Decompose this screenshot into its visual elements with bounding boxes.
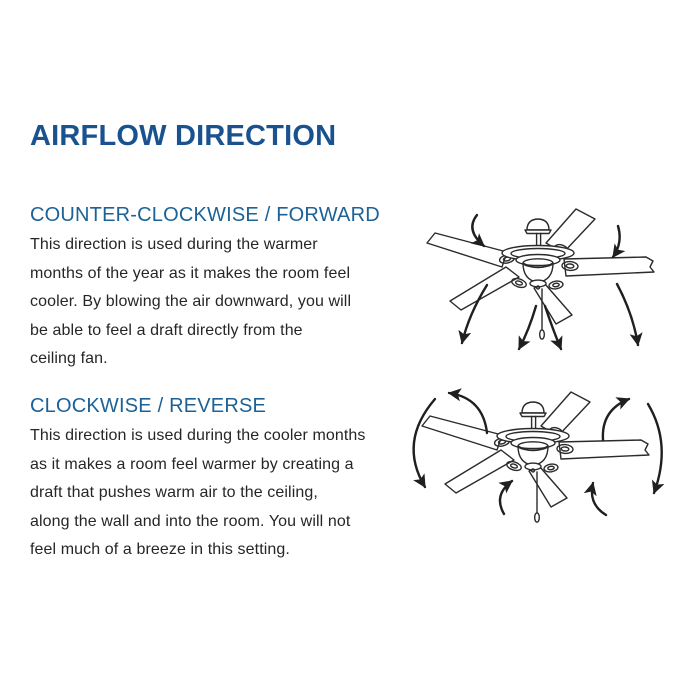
body-line: This direction is used during the cooler months bbox=[30, 427, 366, 444]
section-heading-reverse: CLOCKWISE / REVERSE bbox=[30, 395, 267, 417]
section-counter-clockwise-forward bbox=[30, 202, 380, 374]
body-line: along the wall and into the room. You will not bbox=[30, 512, 351, 530]
page-title: AIRFLOW DIRECTION bbox=[30, 120, 337, 152]
section-heading-forward: COUNTER-CLOCKWISE / FORWARD bbox=[30, 204, 380, 226]
section-clockwise-reverse bbox=[30, 393, 366, 565]
ceiling-fan-airflow-down-icon bbox=[395, 196, 695, 376]
ceiling-fan-airflow-up-icon bbox=[390, 382, 695, 572]
body-line: cooler. By blowing the air downward, you will bbox=[30, 293, 352, 311]
body-line: as it makes a room feel warmer by creating a bbox=[30, 455, 354, 473]
body-line: draft that pushes warm air to the ceiling, bbox=[30, 484, 318, 502]
body-line: be able to feel a draft directly from the bbox=[30, 321, 303, 339]
body-line: months of the year as it makes the room feel bbox=[30, 264, 351, 282]
body-line: feel much of a breeze in this setting. bbox=[30, 541, 290, 559]
body-line: ceiling fan. bbox=[30, 350, 108, 368]
section-body-forward bbox=[30, 231, 380, 374]
section-body-reverse bbox=[30, 422, 366, 565]
body-line: This direction is used during the warmer bbox=[30, 236, 318, 253]
